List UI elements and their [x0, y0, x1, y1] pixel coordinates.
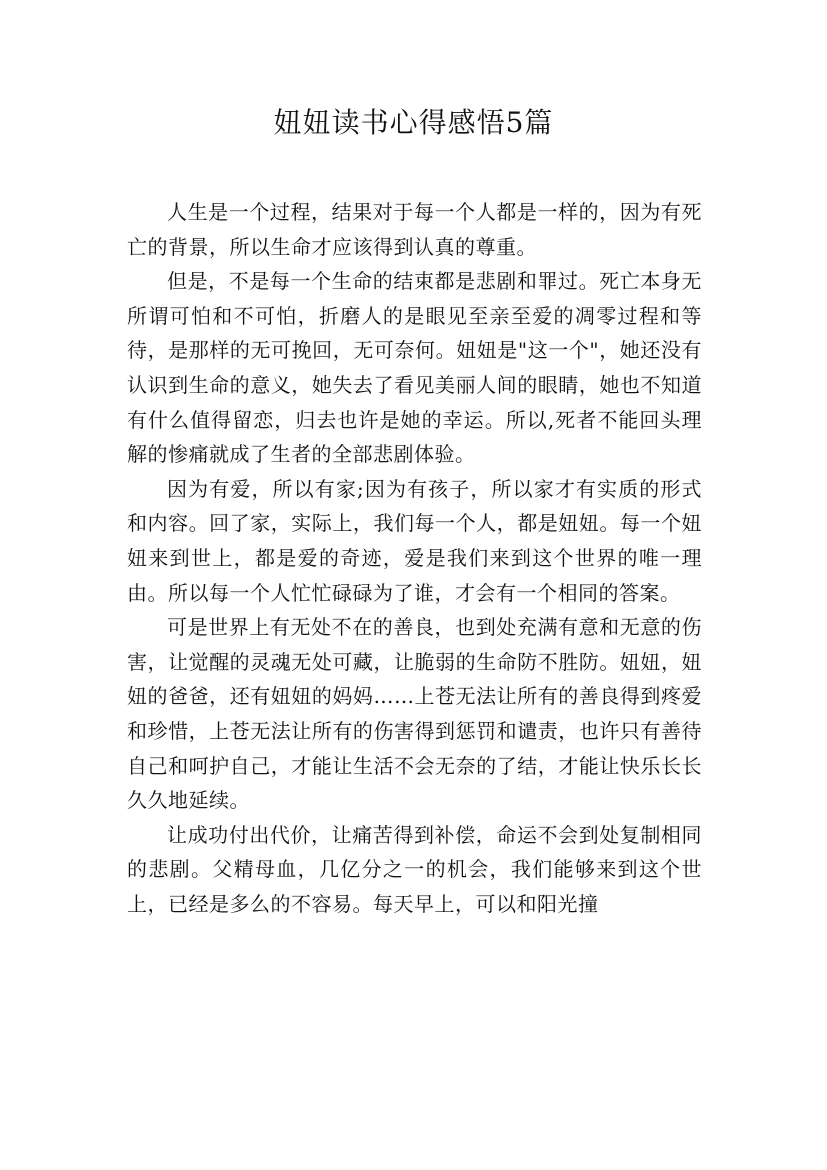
paragraph: 人生是一个过程，结果对于每一个人都是一样的，因为有死亡的背景，所以生命才应该得到认真的尊重。: [127, 200, 702, 259]
document-body: [127, 195, 702, 921]
document-title: 妞妞读书心得感悟5篇: [273, 106, 554, 139]
paragraph: 但是，不是每一个生命的结束都是悲剧和罪过。死亡本身无所谓可怕和不可怕，折磨人的是眼见至亲至爱的凋零过程和等待，是那样的无可挽回，无可奈何。妞妞是"这一个"，她还没有认识到生命的意义，她失去了看见美丽人间的眼睛，她也不知道有什么值得留恋，归去也许是她的幸运。所以,死者不能回头理解的惨痛就成了生者的全部悲剧体验。: [127, 269, 702, 467]
paragraph: 可是世界上有无处不在的善良，也到处充满有意和无意的伤害，让觉醒的灵魂无处可藏，让脆弱的生命防不胜防。妞妞，妞妞的爸爸，还有妞妞的妈妈……上苍无法让所有的善良得到疼爱和珍惜，上苍无法让所有的伤害得到惩罚和谴责，也许只有善待自己和呵护自己，才能让生活不会无奈的了结，才能让快乐长长久久地延续。: [127, 615, 702, 813]
paragraph: 让成功付出代价，让痛苦得到补偿，命运不会到处复制相同的悲剧。父精母血，几亿分之一的机会，我们能够来到这个世上，已经是多么的不容易。每天早上，可以和阳光撞: [127, 822, 702, 916]
paragraph: 因为有爱，所以有家;因为有孩子，所以家才有实质的形式和内容。回了家，实际上，我们每一个人，都是妞妞。每一个妞妞来到世上，都是爱的奇迹，爱是我们来到这个世界的唯一理由。所以每一个人忙忙碌碌为了谁，才会有一个相同的答案。: [127, 476, 702, 605]
